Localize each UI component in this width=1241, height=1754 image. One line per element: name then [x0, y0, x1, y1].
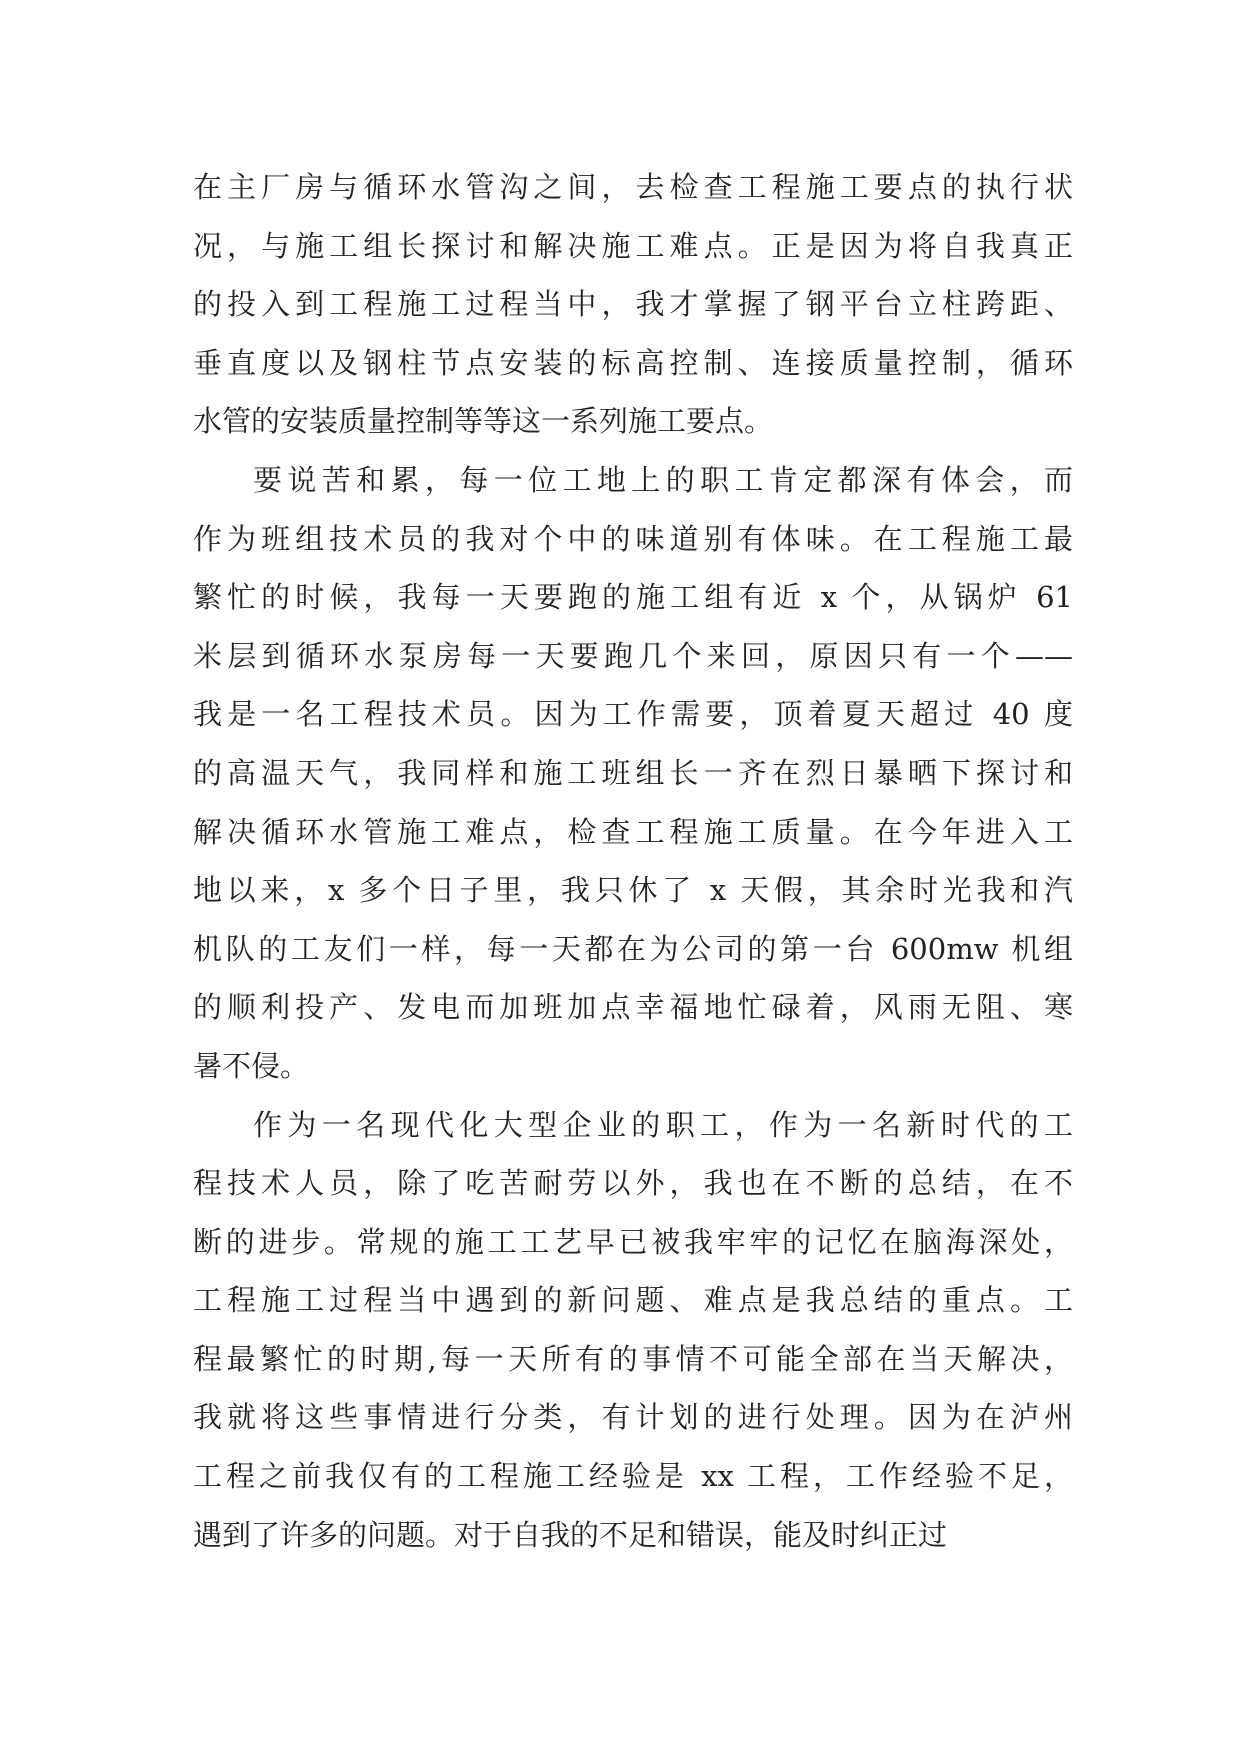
text-line: 水管的安装质量控制等等这一系列施工要点。 — [193, 404, 774, 439]
text-line: 垂直度以及钢柱节点安装的标高控制、连接质量控制，循环 — [193, 345, 1073, 380]
text-line: 地以来，x 多个日子里，我只休了 x 天假，其余时光我和汽 — [193, 873, 1073, 908]
text-line: 程最繁忙的时期,每一天所有的事情不可能全部在当天解决， — [193, 1341, 1073, 1376]
text-line: 作为班组技术员的我对个中的味道别有体味。在工程施工最 — [193, 521, 1073, 556]
text-line: 程技术人员，除了吃苦耐劳以外，我也在不断的总结，在不 — [193, 1166, 1073, 1201]
paragraph — [193, 451, 1073, 1096]
text-line: 我就将这些事情进行分类，有计划的进行处理。因为在泸州 — [193, 1400, 1073, 1435]
text-line: 米层到循环水泵房每一天要跑几个来回，原因只有一个—— — [193, 638, 1073, 673]
text-line: 在主厂房与循环水管沟之间，去检查工程施工要点的执行状 — [193, 170, 1073, 204]
text-line: 繁忙的时候，我每一天要跑的施工组有近 x 个，从锅炉 61 — [193, 580, 1073, 615]
text-line: 我是一名工程技术员。因为工作需要，顶着夏天超过 40 度 — [193, 697, 1073, 732]
text-line: 解决循环水管施工难点，检查工程施工质量。在今年进入工 — [193, 814, 1073, 849]
text-line: 的顺利投产、发电而加班加点幸福地忙碌着，风雨无阻、寒 — [193, 990, 1073, 1025]
text-line: 的投入到工程施工过程当中，我才掌握了钢平台立柱跨距、 — [193, 287, 1073, 322]
text-line: 遇到了许多的问题。对于自我的不足和错误，能及时纠正过 — [193, 1517, 948, 1552]
text-line: 机队的工友们一样，每一天都在为公司的第一台 600mw 机组 — [193, 931, 1073, 966]
text-line: 工程之前我仅有的工程施工经验是 xx 工程，工作经验不足， — [193, 1459, 1073, 1494]
text-line: 作为一名现代化大型企业的职工，作为一名新时代的工 — [253, 1107, 1073, 1142]
document-body — [193, 158, 1073, 1564]
text-line: 况，与施工组长探讨和解决施工难点。正是因为将自我真正 — [193, 228, 1073, 263]
paragraph — [193, 1096, 1073, 1565]
text-line: 暑不侵。 — [193, 1048, 310, 1083]
text-line: 的高温天气，我同样和施工班组长一齐在烈日暴晒下探讨和 — [193, 755, 1073, 790]
text-line: 断的进步。常规的施工工艺早已被我牢牢的记忆在脑海深处， — [193, 1224, 1073, 1259]
text-line: 要说苦和累，每一位工地上的职工肯定都深有体会，而 — [253, 462, 1073, 497]
text-line: 工程施工过程当中遇到的新问题、难点是我总结的重点。工 — [193, 1283, 1073, 1318]
paragraph — [193, 158, 1073, 451]
